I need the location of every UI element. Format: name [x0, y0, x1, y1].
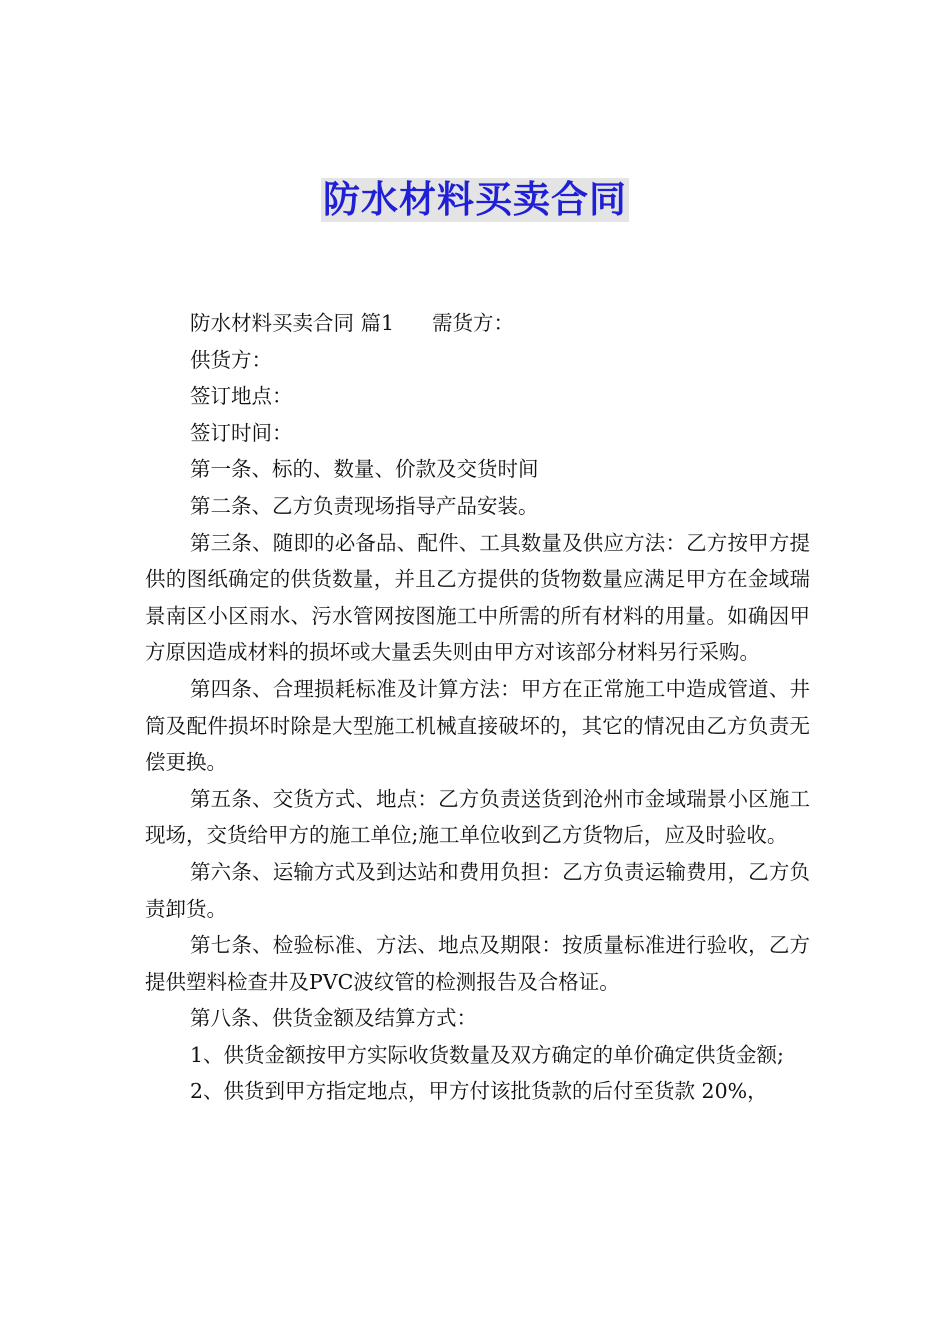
- contract-heading-line: [145, 305, 810, 342]
- buyer-label: 需货方：: [432, 311, 515, 335]
- title-container: [0, 178, 950, 222]
- paragraph: 签订地点：: [190, 384, 293, 409]
- paragraph: 第二条、乙方负责现场指导产品安装。: [190, 493, 539, 518]
- paragraph: 第五条、交货方式、地点：乙方负责送货到沧州市金域瑞景小区施工现场，交货给甲方的施工单位;施工单位收到乙方货物后，应及时验收。: [145, 786, 810, 848]
- document-body: [145, 305, 810, 1110]
- paragraph: 第六条、运输方式及到达站和费用负担：乙方负责运输费用，乙方负责卸货。: [145, 859, 810, 921]
- paragraph: 2、供货到甲方指定地点，甲方付该批货款的后付至货款 20%，: [190, 1079, 768, 1104]
- paragraph: 第七条、检验标准、方法、地点及期限：按质量标准进行验收，乙方提供塑料检查井及PVC波纹管的检测报告及合格证。: [145, 933, 810, 994]
- paragraph: 1、供货金额按甲方实际收货数量及双方确定的单价确定供货金额;: [190, 1042, 784, 1067]
- paragraph: 签订时间：: [190, 420, 293, 445]
- paragraph: 供货方：: [190, 347, 272, 372]
- contract-heading: 防水材料买卖合同 篇1: [190, 311, 395, 335]
- paragraph: 第四条、合理损耗标准及计算方法：甲方在正常施工中造成管道、井筒及配件损坏时除是大型施工机械直接破坏的，其它的情况由乙方负责无偿更换。: [145, 676, 810, 775]
- document-title: 防水材料买卖合同: [323, 178, 627, 221]
- paragraph: 第一条、标的、数量、价款及交货时间: [190, 457, 539, 482]
- paragraph: 第三条、随即的必备品、配件、工具数量及供应方法：乙方按甲方提供的图纸确定的供货数量，并且乙方提供的货物数量应满足甲方在金域瑞景南区小区雨水、污水管网按图施工中所需的所有材料的用量。如确因甲方原因造成材料的损坏或大量丢失则由甲方对该部分材料另行采购。: [145, 530, 810, 665]
- paragraph: 第八条、供货金额及结算方式：: [190, 1006, 477, 1031]
